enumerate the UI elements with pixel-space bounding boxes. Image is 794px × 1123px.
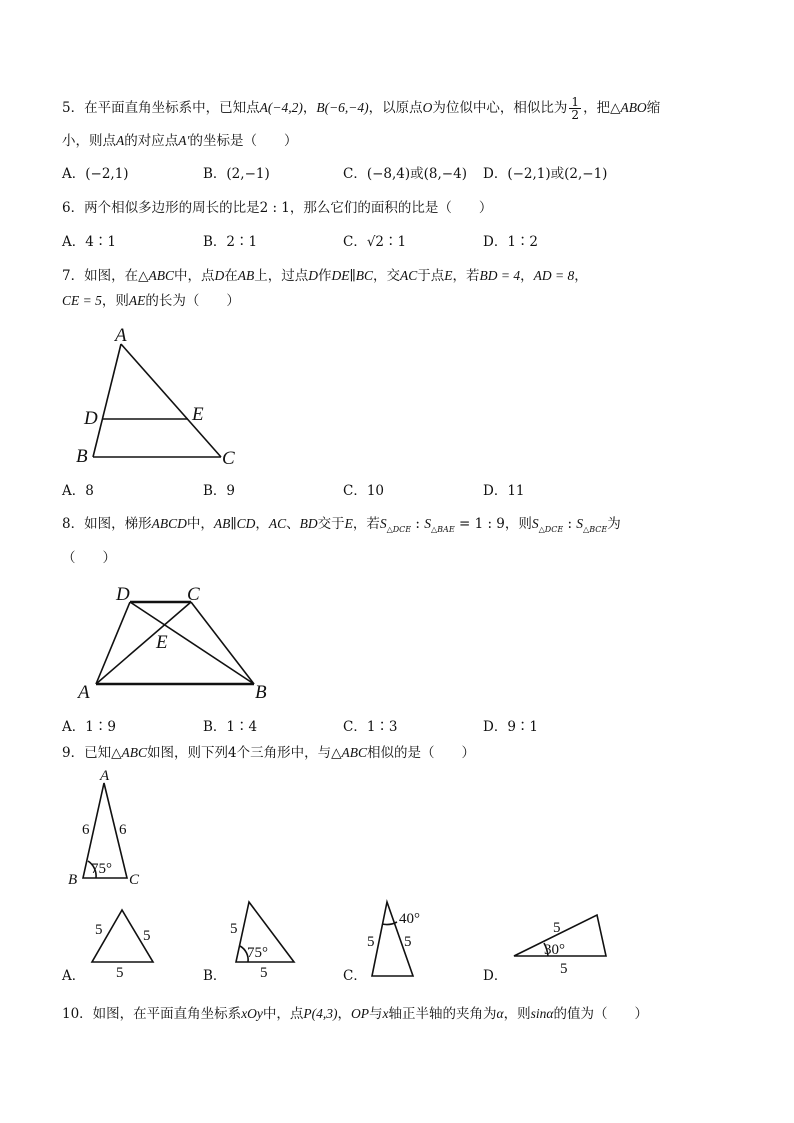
q7-option-d[interactable]: D．11 bbox=[483, 483, 525, 499]
q9-tri2: △ABC bbox=[331, 745, 367, 760]
q8-t2: 中， bbox=[186, 516, 214, 532]
q8-stem-line2: （ ） bbox=[62, 550, 116, 566]
q5-option-c[interactable]: C．(−8,4)或(8,−4) bbox=[343, 166, 467, 182]
q8-abcd: ABCD bbox=[151, 516, 187, 531]
q5-sep: ， bbox=[302, 100, 317, 116]
q5-fraction bbox=[569, 96, 581, 121]
q5-frac-num: 1 bbox=[571, 95, 580, 109]
q10-alpha: α bbox=[496, 1006, 504, 1021]
q9-a-side-left: 5 bbox=[95, 922, 103, 938]
q7-label-c: C bbox=[222, 448, 235, 469]
q5-option-b[interactable]: B．(2,−1) bbox=[203, 166, 270, 182]
q10-t5: 轴正半轴的夹角为 bbox=[388, 1006, 497, 1022]
q10-t2: 中，点 bbox=[262, 1006, 304, 1022]
q7-d2: D bbox=[308, 268, 318, 283]
q8-t5: 交于 bbox=[317, 516, 345, 532]
q8-bd: BD bbox=[299, 516, 318, 531]
q6-option-c[interactable]: C．√2∶1 bbox=[343, 234, 407, 250]
q10-t3: ， bbox=[337, 1006, 352, 1022]
q7-stem-line2 bbox=[62, 291, 240, 311]
q8-colon2: : bbox=[563, 516, 577, 532]
q6-option-d[interactable]: D．1∶2 bbox=[483, 234, 539, 250]
q8-s1-sub: △DCE bbox=[386, 525, 412, 534]
q9-t1: 9．已知 bbox=[62, 745, 112, 761]
q5-text-g: 的对应点 bbox=[124, 133, 179, 149]
q5-option-a[interactable]: A．(−2,1) bbox=[62, 166, 129, 182]
q5-triangle: △ABO bbox=[610, 100, 647, 115]
q10-stem bbox=[62, 1004, 648, 1024]
q9-c-angle: 40° bbox=[399, 911, 420, 927]
q7-t5: 作 bbox=[317, 268, 332, 284]
q7-label-b: B bbox=[76, 446, 88, 467]
q10-op: OP bbox=[351, 1006, 370, 1021]
q7-ab: AB bbox=[237, 268, 255, 283]
q8-colon1: : bbox=[411, 516, 425, 532]
q7-t9: ， bbox=[520, 268, 534, 284]
q9-option-d[interactable]: D． bbox=[483, 968, 508, 984]
q7-t2: 中，点 bbox=[173, 268, 215, 284]
q9-b-side-left: 5 bbox=[230, 921, 238, 937]
q7-t6: ，交 bbox=[372, 268, 400, 284]
q5-text-d: ，把 bbox=[583, 100, 611, 116]
q8-s2-sub: △BAE bbox=[431, 525, 455, 534]
q7-option-c[interactable]: C．10 bbox=[343, 483, 385, 499]
q10-t1: 10．如图，在平面直角坐标系 bbox=[62, 1006, 242, 1022]
q5-point-a: A(−4,2) bbox=[259, 100, 303, 115]
q7-t12: 的长为（ ） bbox=[145, 293, 240, 309]
q9-b-side-bottom: 5 bbox=[260, 965, 268, 981]
q8-parallel: AB∥CD bbox=[213, 516, 256, 531]
q8-option-d[interactable]: D．9∶1 bbox=[483, 719, 539, 735]
q7-t11: ，则 bbox=[101, 293, 129, 309]
q8-t3: ， bbox=[255, 516, 269, 532]
q5-point-a2: A bbox=[116, 133, 125, 148]
q10-t4: 与 bbox=[369, 1006, 383, 1022]
q8-s4: S bbox=[576, 516, 584, 531]
q7-t4: 上，过点 bbox=[254, 268, 309, 284]
q8-label-b: B bbox=[255, 682, 267, 703]
q7-de-parallel: DE∥BC bbox=[331, 268, 373, 283]
q9-c-side-left: 5 bbox=[367, 934, 375, 950]
q10-x: x bbox=[382, 1006, 389, 1021]
q9-t3: 相似的是（ ） bbox=[366, 745, 475, 761]
q7-ad: AD = 8 bbox=[533, 268, 575, 283]
q5-text-h: 的坐标是（ ） bbox=[189, 133, 298, 149]
q8-e: E bbox=[344, 516, 353, 531]
q8-s3: S bbox=[531, 516, 539, 531]
q10-t7: 的值为（ ） bbox=[553, 1006, 648, 1022]
q9-b-angle: 75° bbox=[247, 945, 268, 961]
q5-stem-line2 bbox=[62, 131, 297, 151]
q9-c-side-right: 5 bbox=[404, 934, 412, 950]
q7-t3: 在 bbox=[224, 268, 238, 284]
q7-label-a: A bbox=[115, 325, 127, 346]
q9-side-left: 6 bbox=[82, 822, 90, 838]
q8-t1: 8．如图，梯形 bbox=[62, 516, 152, 532]
q10-xoy: xOy bbox=[241, 1006, 263, 1021]
q8-s4-sub: △BCE bbox=[583, 525, 608, 534]
q8-label-c: C bbox=[187, 584, 200, 605]
q8-ratio: = 1 : 9 bbox=[454, 516, 505, 532]
q8-label-d: D bbox=[116, 584, 130, 605]
q5-origin: O bbox=[422, 100, 433, 115]
q9-d-angle: 30° bbox=[544, 942, 565, 958]
q9-option-b[interactable]: B． bbox=[203, 968, 227, 984]
q5-text-c: 为位似中心，相似比为 bbox=[432, 100, 568, 116]
q7-bd: BD = 4 bbox=[479, 268, 521, 283]
q8-s1: S bbox=[379, 516, 387, 531]
q9-d-side-top: 5 bbox=[553, 920, 561, 936]
q7-label-d: D bbox=[84, 408, 98, 429]
q9-a-side-right: 5 bbox=[143, 928, 151, 944]
q10-point-p: P(4,3) bbox=[303, 1006, 338, 1021]
q5-text-f: 小，则点 bbox=[62, 133, 116, 149]
q5-text-e: 缩 bbox=[646, 100, 661, 116]
q5-point-b: B(−6,−4) bbox=[316, 100, 369, 115]
q9-side-right: 6 bbox=[119, 822, 127, 838]
q10-t6: ，则 bbox=[503, 1006, 531, 1022]
q8-label-a: A bbox=[78, 682, 90, 703]
q9-label-c: C bbox=[129, 872, 140, 888]
q7-ac: AC bbox=[399, 268, 418, 283]
q8-t6: ，若 bbox=[352, 516, 380, 532]
q5-text-b: ，以原点 bbox=[368, 100, 423, 116]
q7-t7: 于点 bbox=[417, 268, 445, 284]
q7-ae: AE bbox=[128, 293, 146, 308]
q5-frac-den: 2 bbox=[571, 108, 580, 122]
q7-t10: ， bbox=[574, 268, 588, 284]
q10-sin: sinα bbox=[530, 1006, 554, 1021]
q8-stem-line1 bbox=[62, 514, 621, 540]
q9-label-b: B bbox=[68, 872, 78, 888]
q6-option-a[interactable]: A．4∶1 bbox=[62, 234, 116, 250]
q5-point-aprime: A′ bbox=[178, 133, 190, 148]
q7-d: D bbox=[214, 268, 225, 283]
q5-text: 5．在平面直角坐标系中，已知点 bbox=[62, 100, 260, 116]
q9-a-side-bottom: 5 bbox=[116, 965, 124, 981]
q9-t2: 如图，则下列4个三角形中，与 bbox=[146, 745, 332, 761]
q7-tri: △ABC bbox=[138, 268, 174, 283]
q9-option-a[interactable]: A． bbox=[62, 968, 86, 984]
q8-option-b[interactable]: B．1∶4 bbox=[203, 719, 258, 735]
q6-option-b[interactable]: B．2∶1 bbox=[203, 234, 258, 250]
q8-s2: S bbox=[424, 516, 432, 531]
q7-option-a[interactable]: A．8 bbox=[62, 483, 94, 499]
q5-option-d[interactable]: D．(−2,1)或(2,−1) bbox=[483, 166, 608, 182]
q8-label-e: E bbox=[156, 632, 168, 653]
q9-label-a: A bbox=[100, 768, 110, 784]
q8-ac: AC bbox=[268, 516, 287, 531]
q7-t1: 7．如图，在 bbox=[62, 268, 139, 284]
q9-tri: △ABC bbox=[111, 745, 147, 760]
q9-d-side-bottom: 5 bbox=[560, 961, 568, 977]
q6-stem: 6．两个相似多边形的周长的比是2 : 1，那么它们的面积的比是（ ） bbox=[62, 200, 493, 216]
q9-stem bbox=[62, 743, 475, 763]
q8-t4: 、 bbox=[286, 516, 300, 532]
q9-option-c[interactable]: C． bbox=[343, 968, 367, 984]
q8-t8: 为 bbox=[607, 516, 621, 532]
q7-ce: CE = 5 bbox=[62, 293, 102, 308]
q8-option-a[interactable]: A．1∶9 bbox=[62, 719, 116, 735]
q7-stem-line1 bbox=[62, 266, 588, 286]
q8-option-c[interactable]: C．1∶3 bbox=[343, 719, 398, 735]
q7-e: E bbox=[444, 268, 453, 283]
q8-t7: ，则 bbox=[504, 516, 532, 532]
q7-t8: ，若 bbox=[452, 268, 480, 284]
q5-stem-line1 bbox=[62, 96, 660, 121]
q7-label-e: E bbox=[192, 404, 204, 425]
q7-option-b[interactable]: B．9 bbox=[203, 483, 236, 499]
q8-s3-sub: △DCE bbox=[538, 525, 564, 534]
q9-angle: 75° bbox=[91, 861, 112, 877]
